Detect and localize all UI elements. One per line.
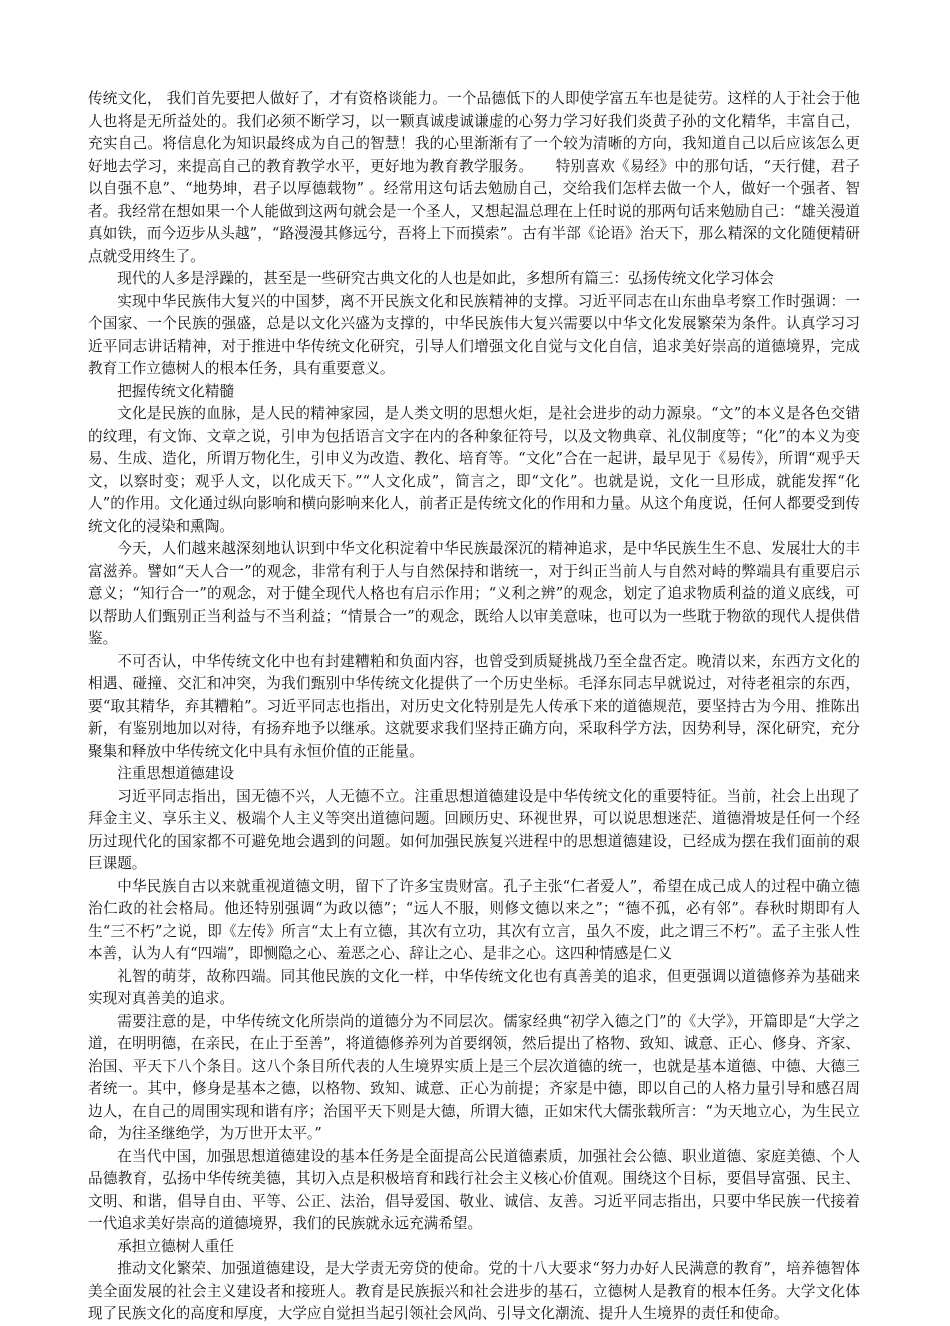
paragraph-15: 推动文化繁荣、加强道德建设，是大学责无旁贷的使命。党的十八大要求“努力办好人民满意的教育”，培养德智体美全面发展的社会主义建设者和接班人。教育是民族振兴和社会进步的基石，立德树人是教育的根本任务。大学文化体现了民族文化的高度和厚度，大学应自觉担当起引领社会风尚、引导文化潮流、提升人生境界的责任和使命。 — [88, 1260, 860, 1322]
paragraph-3: 实现中华民族伟大复兴的中国梦，离不开民族文化和民族精神的支撑。习近平同志在山东曲阜考察工作时强调：一个国家、一个民族的强盛，总是以文化兴盛为支撑的，中华民族伟大复兴需要以中华文化发展繁荣为条件。认真学习习近平同志讲话精神，对于推进中华传统文化研究，引导人们增强文化自觉与文化自信，追求美好崇高的道德境界，完成教育工作立德树人的根本任务，具有重要意义。 — [88, 292, 860, 377]
paragraph-10: 中华民族自古以来就重视道德文明，留下了许多宝贵财富。孔子主张“仁者爱人”，希望在成己成人的过程中确立德治仁政的社会格局。他还特别强调“为政以德”；“远人不服，则修文德以来之”；“德不孤，必有邻”。春秋时期即有人生“三不朽”之说，即《左传》所言“太上有立德，其次有立功，其次有立言，虽久不废，此之谓三不朽”。孟子主张人性本善，认为人有“四端”，即恻隐之心、羞恶之心、辞让之心、是非之心。这四种情感是仁义 — [88, 877, 860, 962]
paragraph-7: 不可否认，中华传统文化中也有封建糟粕和负面内容，也曾受到质疑挑战乃至全盘否定。晚清以来，东西方文化的相遇、碰撞、交汇和冲突，为我们甄别中华传统文化提供了一个历史坐标。毛泽东同志早就说过，对待老祖宗的东西，要“取其精华，弃其糟粕”。习近平同志也指出，对历史文化特别是先人传承下来的道德规范，要坚持古为今用、推陈出新，有鉴别地加以对待，有扬弃地予以继承。这就要求我们坚持正确方向，采取科学方法，因势利导，深化研究，充分聚集和释放中华传统文化中具有永恒价值的正能量。 — [88, 652, 860, 760]
document-page — [88, 88, 860, 1326]
paragraph-12: 需要注意的是，中华传统文化所崇尚的道德分为不同层次。儒家经典“初学入德之门”的《大学》，开篇即是“大学之道，在明明德，在亲民，在止于至善”，将道德修养列为首要纲领，然后提出了格物、致知、诚意、正心、修身、齐家、治国、平天下八个条目。这八个条目所代表的人生境界实质上是三个层次道德的统一，也就是基本道德、中德、大德三者统一。其中，修身是基本之德，以格物、致知、诚意、正心为前提；齐家是中德，即以自己的人格力量引导和感召周边人，在自己的周围实现和谐有序；治国平天下则是大德，所谓大德，正如宋代大儒张载所言：“为天地立心，为生民立命，为往圣继绝学，为万世开太平。” — [88, 1012, 860, 1142]
section-heading-moral-construction: 注重思想道德建设 — [117, 765, 234, 782]
paragraph-5: 文化是民族的血脉，是人民的精神家园，是人类文明的思想火炬，是社会进步的动力源泉。“文”的本义是各色交错的纹理，有文饰、文章之说，引申为包括语言文字在内的各种象征符号，以及文物典章、礼仪制度等；“化”的本义为变易、生成、造化，所谓万物化生，引申义为改造、教化、培育等。“文化”合在一起讲，最早见于《易传》，所谓“观乎天文，以察时变；观乎人文，以化成天下。”“人文化成”，简言之，即“文化”。也就是说，文化一旦形成，就能发挥“化人”的作用。文化通过纵向影响和横向影响来化人，前者正是传统文化的作用和力量。从这个角度说，任何人都要受到传统文化的浸染和熏陶。 — [88, 405, 860, 535]
paragraph-9: 习近平同志指出，国无德不兴，人无德不立。注重思想道德建设是中华传统文化的重要特征。当前，社会上出现了拜金主义、享乐主义、极端个人主义等突出道德问题。回顾历史、环视世界，可以说思想迷茫、道德滑坡是任何一个经历过现代化的国家都不可避免地会遇到的问题。如何加强民族复兴进程中的思想道德建设，已经成为摆在我们面前的艰巨课题。 — [88, 787, 860, 872]
paragraph-2: 现代的人多是浮躁的，甚至是一些研究古典文化的人也是如此，多想所有篇三：弘扬传统文化学习体会 — [117, 270, 774, 287]
section-heading-grasp-essence: 把握传统文化精髓 — [117, 382, 234, 400]
paragraph-13: 在当代中国，加强思想道德建设的基本任务是全面提高公民道德素质，加强社会公德、职业道德、家庭美德、个人品德教育，弘扬中华传统美德，其切入点是积极培育和践行社会主义核心价值观。围绕这个目标，要倡导富强、民主、文明、和谐，倡导自由、平等、公正、法治，倡导爱国、敬业、诚信、友善。习近平同志指出，只要中华民族一代接着一代追求美好崇高的道德境界，我们的民族就永远充满希望。 — [88, 1147, 860, 1232]
section-heading-cultivate-people: 承担立德树人重任 — [117, 1237, 234, 1255]
paragraph-1: 传统文化， 我们首先要把人做好了，才有资格谈能力。一个品德低下的人即使学富五车也是徒劳。这样的人于社会于他人也将是无所益处的。我们必须不断学习，以一颗真诚虔诚谦虚的心努力学习好我们炎黄子孙的文化精华，丰富自己，充实自己。将信息化为知识最终成为自己的智慧！我的心里渐渐有了一个较为清晰的方向，我知道自己以后应该怎么更好地去学习，来提高自己的教育教学水平，更好地为教育教学服务。 特别喜欢《易经》中的那句话，“天行健，君子以自强不息”、“地势坤，君子以厚德载物” 。经常用这句话去勉励自己，交给我们怎样去做一个人，做好一个强者、智者。我经常在想如果一个人能做到这两句就会是一个圣人，又想起温总理在上任时说的那两句话来勉励自己：“雄关漫道真如铁，而今迈步从头越”，“路漫漫其修远兮，吾将上下而摸索”。古有半部《论语》治天下，那么精深的文化随便精研点就受用终生了。 — [88, 90, 860, 265]
paragraph-6: 今天，人们越来越深刻地认识到中华文化积淀着中华民族最深沉的精神追求，是中华民族生生不息、发展壮大的丰富滋养。譬如“天人合一”的观念，非常有利于人与自然保持和谐统一，对于纠正当前人与自然对峙的弊端具有重要启示意义；“知行合一”的观念，对于健全现代人格也有启示作用；“义利之辨”的观念，划定了追求物质利益的道义底线，可以帮助人们甄别正当利益与不当利益；“情景合一”的观念，既给人以审美意味，也可以为一些耽于物欲的现代人提供借鉴。 — [88, 540, 860, 647]
paragraph-11: 礼智的萌芽，故称四端。同其他民族的文化一样，中华传统文化也有真善美的追求，但更强调以道德修养为基础来实现对真善美的追求。 — [88, 967, 860, 1007]
